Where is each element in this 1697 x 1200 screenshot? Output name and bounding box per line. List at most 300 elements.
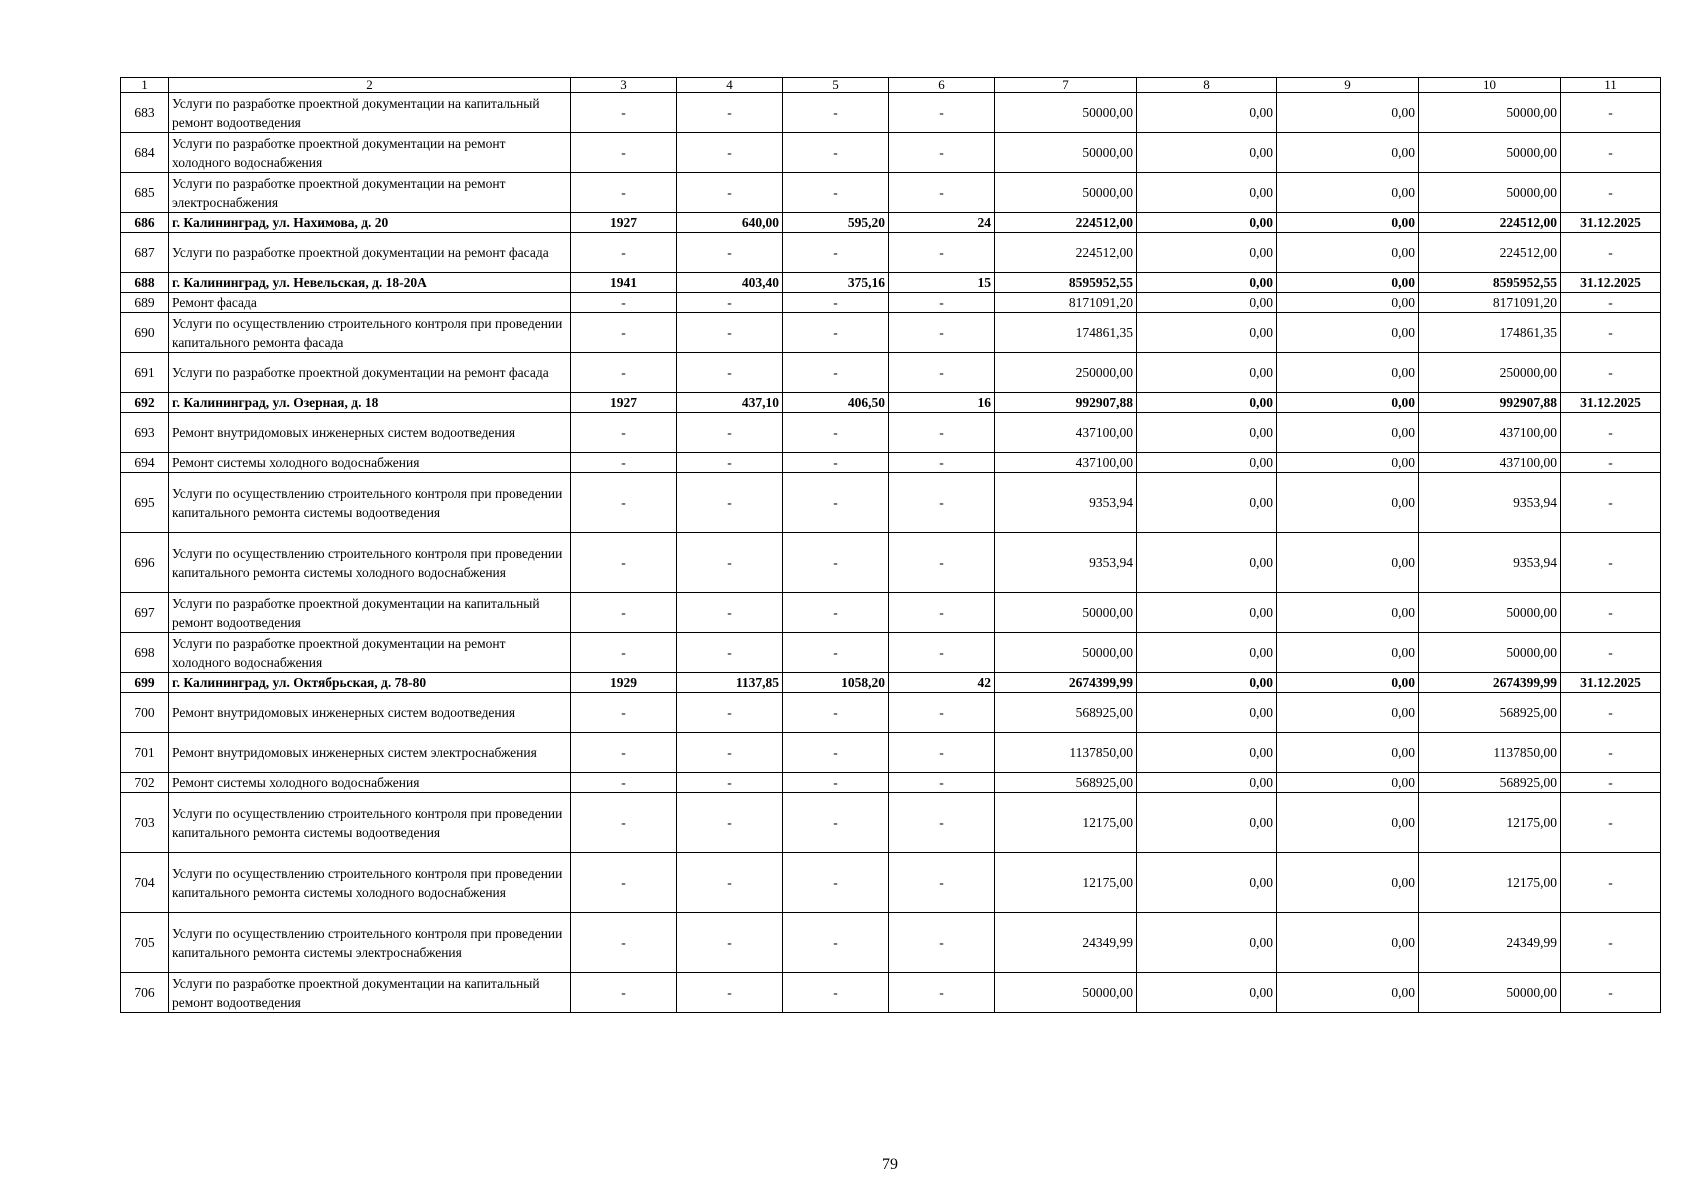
row-number-cell: 683: [121, 93, 169, 133]
table-row: [121, 353, 1661, 393]
row-number-cell: 705: [121, 913, 169, 973]
header-cell: 6: [889, 78, 995, 93]
col11-cell: -: [1561, 173, 1661, 213]
col9-cell: 0,00: [1277, 673, 1419, 693]
col6-cell: 15: [889, 273, 995, 293]
col6-cell: -: [889, 453, 995, 473]
col8-cell: 0,00: [1137, 973, 1277, 1013]
col11-cell: -: [1561, 853, 1661, 913]
col4-cell: -: [677, 473, 783, 533]
col9-cell: 0,00: [1277, 233, 1419, 273]
col6-cell: -: [889, 313, 995, 353]
header-cell: 7: [995, 78, 1137, 93]
row-number-cell: 694: [121, 453, 169, 473]
table-row: [121, 413, 1661, 453]
row-number-cell: 687: [121, 233, 169, 273]
col6-cell: -: [889, 733, 995, 773]
description-cell: г. Калининград, ул. Озерная, д. 18: [169, 393, 571, 413]
col4-cell: -: [677, 293, 783, 313]
col8-cell: 0,00: [1137, 273, 1277, 293]
row-number-cell: 693: [121, 413, 169, 453]
row-number-cell: 701: [121, 733, 169, 773]
col5-cell: -: [783, 593, 889, 633]
col11-cell: -: [1561, 133, 1661, 173]
col11-cell: -: [1561, 353, 1661, 393]
col6-cell: -: [889, 473, 995, 533]
col11-cell: -: [1561, 793, 1661, 853]
col6-cell: -: [889, 593, 995, 633]
col10-cell: 437100,00: [1419, 453, 1561, 473]
col8-cell: 0,00: [1137, 913, 1277, 973]
col3-cell: 1927: [571, 213, 677, 233]
col9-cell: 0,00: [1277, 533, 1419, 593]
col11-cell: -: [1561, 533, 1661, 593]
description-cell: Ремонт фасада: [169, 293, 571, 313]
col6-cell: -: [889, 973, 995, 1013]
col9-cell: 0,00: [1277, 393, 1419, 413]
description-cell: Ремонт внутридомовых инженерных систем электроснабжения: [169, 733, 571, 773]
row-number-cell: 695: [121, 473, 169, 533]
col5-cell: -: [783, 973, 889, 1013]
col3-cell: -: [571, 533, 677, 593]
col4-cell: -: [677, 913, 783, 973]
col9-cell: 0,00: [1277, 453, 1419, 473]
col3-cell: 1927: [571, 393, 677, 413]
col5-cell: -: [783, 93, 889, 133]
col9-cell: 0,00: [1277, 473, 1419, 533]
col3-cell: 1929: [571, 673, 677, 693]
col4-cell: 403,40: [677, 273, 783, 293]
col9-cell: 0,00: [1277, 173, 1419, 213]
row-number-cell: 689: [121, 293, 169, 313]
document-page: [120, 77, 1660, 1013]
description-cell: г. Калининград, ул. Невельская, д. 18-20А: [169, 273, 571, 293]
col8-cell: 0,00: [1137, 453, 1277, 473]
col7-cell: 12175,00: [995, 793, 1137, 853]
col6-cell: -: [889, 133, 995, 173]
col3-cell: -: [571, 913, 677, 973]
description-cell: Услуги по осуществлению строительного контроля при проведении капитального ремонта фасада: [169, 313, 571, 353]
col4-cell: -: [677, 133, 783, 173]
col7-cell: 174861,35: [995, 313, 1137, 353]
col10-cell: 50000,00: [1419, 973, 1561, 1013]
row-number-cell: 686: [121, 213, 169, 233]
col7-cell: 2674399,99: [995, 673, 1137, 693]
col10-cell: 8171091,20: [1419, 293, 1561, 313]
col3-cell: -: [571, 233, 677, 273]
row-number-cell: 690: [121, 313, 169, 353]
col7-cell: 568925,00: [995, 773, 1137, 793]
table-row: [121, 733, 1661, 773]
row-number-cell: 691: [121, 353, 169, 393]
col11-cell: -: [1561, 293, 1661, 313]
col5-cell: -: [783, 413, 889, 453]
col9-cell: 0,00: [1277, 293, 1419, 313]
col3-cell: -: [571, 93, 677, 133]
description-cell: Услуги по осуществлению строительного контроля при проведении капитального ремонта системы водоотведения: [169, 473, 571, 533]
row-number-cell: 692: [121, 393, 169, 413]
col8-cell: 0,00: [1137, 173, 1277, 213]
col5-cell: -: [783, 853, 889, 913]
col5-cell: -: [783, 733, 889, 773]
col3-cell: -: [571, 133, 677, 173]
description-cell: г. Калининград, ул. Нахимова, д. 20: [169, 213, 571, 233]
col11-cell: -: [1561, 93, 1661, 133]
col11-cell: -: [1561, 593, 1661, 633]
table-row: [121, 173, 1661, 213]
col4-cell: -: [677, 233, 783, 273]
col7-cell: 50000,00: [995, 633, 1137, 673]
row-number-cell: 702: [121, 773, 169, 793]
description-cell: Услуги по разработке проектной документации на ремонт фасада: [169, 353, 571, 393]
description-cell: Услуги по осуществлению строительного контроля при проведении капитального ремонта системы водоотведения: [169, 793, 571, 853]
col3-cell: -: [571, 693, 677, 733]
table-row: [121, 533, 1661, 593]
col11-cell: -: [1561, 633, 1661, 673]
col3-cell: -: [571, 293, 677, 313]
col3-cell: -: [571, 473, 677, 533]
col8-cell: 0,00: [1137, 693, 1277, 733]
col7-cell: 8171091,20: [995, 293, 1137, 313]
col10-cell: 8595952,55: [1419, 273, 1561, 293]
col3-cell: -: [571, 353, 677, 393]
col4-cell: -: [677, 353, 783, 393]
col8-cell: 0,00: [1137, 293, 1277, 313]
col3-cell: -: [571, 173, 677, 213]
col10-cell: 9353,94: [1419, 473, 1561, 533]
description-cell: Услуги по разработке проектной документации на ремонт фасада: [169, 233, 571, 273]
description-cell: Услуги по разработке проектной документации на ремонт холодного водоснабжения: [169, 133, 571, 173]
col8-cell: 0,00: [1137, 413, 1277, 453]
col10-cell: 9353,94: [1419, 533, 1561, 593]
header-cell: 1: [121, 78, 169, 93]
table-row: [121, 853, 1661, 913]
description-cell: Услуги по разработке проектной документации на капитальный ремонт водоотведения: [169, 973, 571, 1013]
col7-cell: 8595952,55: [995, 273, 1137, 293]
col8-cell: 0,00: [1137, 793, 1277, 853]
col9-cell: 0,00: [1277, 633, 1419, 673]
col9-cell: 0,00: [1277, 853, 1419, 913]
table-row: [121, 233, 1661, 273]
row-number-cell: 696: [121, 533, 169, 593]
row-number-cell: 706: [121, 973, 169, 1013]
col9-cell: 0,00: [1277, 793, 1419, 853]
col4-cell: -: [677, 593, 783, 633]
row-number-cell: 684: [121, 133, 169, 173]
col11-cell: -: [1561, 413, 1661, 453]
col9-cell: 0,00: [1277, 913, 1419, 973]
col4-cell: -: [677, 973, 783, 1013]
table-row: [121, 313, 1661, 353]
col5-cell: -: [783, 773, 889, 793]
col7-cell: 224512,00: [995, 213, 1137, 233]
col3-cell: -: [571, 413, 677, 453]
col5-cell: -: [783, 913, 889, 973]
col4-cell: -: [677, 733, 783, 773]
header-cell: 9: [1277, 78, 1419, 93]
col11-cell: -: [1561, 973, 1661, 1013]
col6-cell: -: [889, 533, 995, 593]
description-cell: Ремонт внутридомовых инженерных систем водоотведения: [169, 693, 571, 733]
col9-cell: 0,00: [1277, 413, 1419, 453]
col8-cell: 0,00: [1137, 313, 1277, 353]
col8-cell: 0,00: [1137, 593, 1277, 633]
description-cell: Ремонт системы холодного водоснабжения: [169, 773, 571, 793]
col10-cell: 50000,00: [1419, 93, 1561, 133]
col7-cell: 250000,00: [995, 353, 1137, 393]
col6-cell: -: [889, 233, 995, 273]
col10-cell: 224512,00: [1419, 233, 1561, 273]
col4-cell: 437,10: [677, 393, 783, 413]
col9-cell: 0,00: [1277, 973, 1419, 1013]
description-cell: Услуги по разработке проектной документации на капитальный ремонт водоотведения: [169, 93, 571, 133]
col5-cell: -: [783, 293, 889, 313]
col4-cell: -: [677, 533, 783, 593]
col8-cell: 0,00: [1137, 353, 1277, 393]
header-cell: 11: [1561, 78, 1661, 93]
address-row: [121, 673, 1661, 693]
table-row: [121, 973, 1661, 1013]
col5-cell: 375,16: [783, 273, 889, 293]
col7-cell: 50000,00: [995, 973, 1137, 1013]
column-number-header: [121, 78, 1661, 93]
col6-cell: -: [889, 793, 995, 853]
description-cell: Ремонт системы холодного водоснабжения: [169, 453, 571, 473]
address-row: [121, 393, 1661, 413]
col8-cell: 0,00: [1137, 853, 1277, 913]
col10-cell: 250000,00: [1419, 353, 1561, 393]
col5-cell: -: [783, 453, 889, 473]
col9-cell: 0,00: [1277, 773, 1419, 793]
col8-cell: 0,00: [1137, 233, 1277, 273]
description-cell: Услуги по разработке проектной документации на ремонт электроснабжения: [169, 173, 571, 213]
col11-cell: -: [1561, 913, 1661, 973]
col4-cell: -: [677, 773, 783, 793]
col9-cell: 0,00: [1277, 273, 1419, 293]
col10-cell: 992907,88: [1419, 393, 1561, 413]
table-row: [121, 773, 1661, 793]
col10-cell: 437100,00: [1419, 413, 1561, 453]
col10-cell: 174861,35: [1419, 313, 1561, 353]
table-row: [121, 293, 1661, 313]
col5-cell: -: [783, 633, 889, 673]
header-cell: 4: [677, 78, 783, 93]
page-number: 79: [882, 1156, 898, 1173]
col6-cell: -: [889, 353, 995, 393]
row-number-cell: 700: [121, 693, 169, 733]
col5-cell: -: [783, 313, 889, 353]
col6-cell: -: [889, 413, 995, 453]
col6-cell: -: [889, 633, 995, 673]
col9-cell: 0,00: [1277, 693, 1419, 733]
col10-cell: 50000,00: [1419, 173, 1561, 213]
col4-cell: -: [677, 633, 783, 673]
address-row: [121, 273, 1661, 293]
col7-cell: 9353,94: [995, 533, 1137, 593]
col5-cell: 406,50: [783, 393, 889, 413]
col7-cell: 568925,00: [995, 693, 1137, 733]
col6-cell: -: [889, 93, 995, 133]
col4-cell: -: [677, 173, 783, 213]
col11-cell: 31.12.2025: [1561, 273, 1661, 293]
row-number-cell: 697: [121, 593, 169, 633]
col7-cell: 50000,00: [995, 93, 1137, 133]
col11-cell: -: [1561, 733, 1661, 773]
col8-cell: 0,00: [1137, 213, 1277, 233]
col3-cell: -: [571, 313, 677, 353]
table-row: [121, 133, 1661, 173]
col10-cell: 1137850,00: [1419, 733, 1561, 773]
col4-cell: -: [677, 413, 783, 453]
col3-cell: -: [571, 773, 677, 793]
header-cell: 8: [1137, 78, 1277, 93]
description-cell: Услуги по осуществлению строительного контроля при проведении капитального ремонта системы холодного водоснабжения: [169, 533, 571, 593]
col10-cell: 50000,00: [1419, 633, 1561, 673]
col6-cell: 42: [889, 673, 995, 693]
table-row: [121, 913, 1661, 973]
col11-cell: -: [1561, 453, 1661, 473]
col5-cell: -: [783, 233, 889, 273]
col4-cell: 1137,85: [677, 673, 783, 693]
col5-cell: -: [783, 793, 889, 853]
col9-cell: 0,00: [1277, 353, 1419, 393]
col9-cell: 0,00: [1277, 733, 1419, 773]
col6-cell: -: [889, 853, 995, 913]
col9-cell: 0,00: [1277, 133, 1419, 173]
col3-cell: -: [571, 733, 677, 773]
col7-cell: 9353,94: [995, 473, 1137, 533]
col4-cell: 640,00: [677, 213, 783, 233]
row-number-cell: 698: [121, 633, 169, 673]
col7-cell: 50000,00: [995, 173, 1137, 213]
col8-cell: 0,00: [1137, 733, 1277, 773]
description-cell: Ремонт внутридомовых инженерных систем водоотведения: [169, 413, 571, 453]
col10-cell: 12175,00: [1419, 793, 1561, 853]
col3-cell: -: [571, 633, 677, 673]
col10-cell: 24349,99: [1419, 913, 1561, 973]
col3-cell: -: [571, 853, 677, 913]
col5-cell: -: [783, 173, 889, 213]
col5-cell: -: [783, 693, 889, 733]
col7-cell: 12175,00: [995, 853, 1137, 913]
col3-cell: -: [571, 453, 677, 473]
header-cell: 2: [169, 78, 571, 93]
col6-cell: -: [889, 773, 995, 793]
description-cell: Услуги по разработке проектной документации на капитальный ремонт водоотведения: [169, 593, 571, 633]
table-row: [121, 93, 1661, 133]
col3-cell: -: [571, 973, 677, 1013]
table-row: [121, 593, 1661, 633]
col11-cell: 31.12.2025: [1561, 213, 1661, 233]
header-cell: 10: [1419, 78, 1561, 93]
row-number-cell: 688: [121, 273, 169, 293]
col6-cell: 24: [889, 213, 995, 233]
col9-cell: 0,00: [1277, 593, 1419, 633]
col8-cell: 0,00: [1137, 93, 1277, 133]
table-row: [121, 633, 1661, 673]
col4-cell: -: [677, 793, 783, 853]
col11-cell: -: [1561, 693, 1661, 733]
col11-cell: -: [1561, 233, 1661, 273]
col3-cell: -: [571, 593, 677, 633]
col7-cell: 50000,00: [995, 133, 1137, 173]
col6-cell: -: [889, 293, 995, 313]
address-row: [121, 213, 1661, 233]
col5-cell: -: [783, 473, 889, 533]
col6-cell: -: [889, 913, 995, 973]
col7-cell: 50000,00: [995, 593, 1137, 633]
header-cell: 5: [783, 78, 889, 93]
col10-cell: 568925,00: [1419, 693, 1561, 733]
col4-cell: -: [677, 693, 783, 733]
col7-cell: 992907,88: [995, 393, 1137, 413]
col10-cell: 12175,00: [1419, 853, 1561, 913]
col5-cell: -: [783, 353, 889, 393]
row-number-cell: 703: [121, 793, 169, 853]
col11-cell: -: [1561, 473, 1661, 533]
col9-cell: 0,00: [1277, 93, 1419, 133]
col6-cell: -: [889, 173, 995, 213]
description-cell: г. Калининград, ул. Октябрьская, д. 78-80: [169, 673, 571, 693]
col7-cell: 1137850,00: [995, 733, 1137, 773]
col5-cell: 595,20: [783, 213, 889, 233]
col8-cell: 0,00: [1137, 633, 1277, 673]
col5-cell: -: [783, 133, 889, 173]
col3-cell: -: [571, 793, 677, 853]
row-number-cell: 699: [121, 673, 169, 693]
col8-cell: 0,00: [1137, 533, 1277, 593]
col10-cell: 2674399,99: [1419, 673, 1561, 693]
col11-cell: 31.12.2025: [1561, 393, 1661, 413]
col9-cell: 0,00: [1277, 313, 1419, 353]
row-number-cell: 685: [121, 173, 169, 213]
table-row: [121, 693, 1661, 733]
col8-cell: 0,00: [1137, 393, 1277, 413]
col5-cell: -: [783, 533, 889, 593]
header-cell: 3: [571, 78, 677, 93]
col4-cell: -: [677, 313, 783, 353]
description-cell: Услуги по разработке проектной документации на ремонт холодного водоснабжения: [169, 633, 571, 673]
col11-cell: -: [1561, 773, 1661, 793]
col4-cell: -: [677, 853, 783, 913]
description-cell: Услуги по осуществлению строительного контроля при проведении капитального ремонта системы электроснабжения: [169, 913, 571, 973]
col11-cell: -: [1561, 313, 1661, 353]
col8-cell: 0,00: [1137, 133, 1277, 173]
col3-cell: 1941: [571, 273, 677, 293]
col11-cell: 31.12.2025: [1561, 673, 1661, 693]
col4-cell: -: [677, 453, 783, 473]
row-number-cell: 704: [121, 853, 169, 913]
col6-cell: 16: [889, 393, 995, 413]
table-row: [121, 793, 1661, 853]
col7-cell: 224512,00: [995, 233, 1137, 273]
col5-cell: 1058,20: [783, 673, 889, 693]
col7-cell: 437100,00: [995, 413, 1137, 453]
col8-cell: 0,00: [1137, 773, 1277, 793]
col10-cell: 568925,00: [1419, 773, 1561, 793]
col7-cell: 437100,00: [995, 453, 1137, 473]
col8-cell: 0,00: [1137, 473, 1277, 533]
col10-cell: 50000,00: [1419, 133, 1561, 173]
col10-cell: 50000,00: [1419, 593, 1561, 633]
table-row: [121, 453, 1661, 473]
col6-cell: -: [889, 693, 995, 733]
col8-cell: 0,00: [1137, 673, 1277, 693]
col9-cell: 0,00: [1277, 213, 1419, 233]
table-row: [121, 473, 1661, 533]
description-cell: Услуги по осуществлению строительного контроля при проведении капитального ремонта системы холодного водоснабжения: [169, 853, 571, 913]
repair-plan-table: [120, 77, 1661, 1013]
